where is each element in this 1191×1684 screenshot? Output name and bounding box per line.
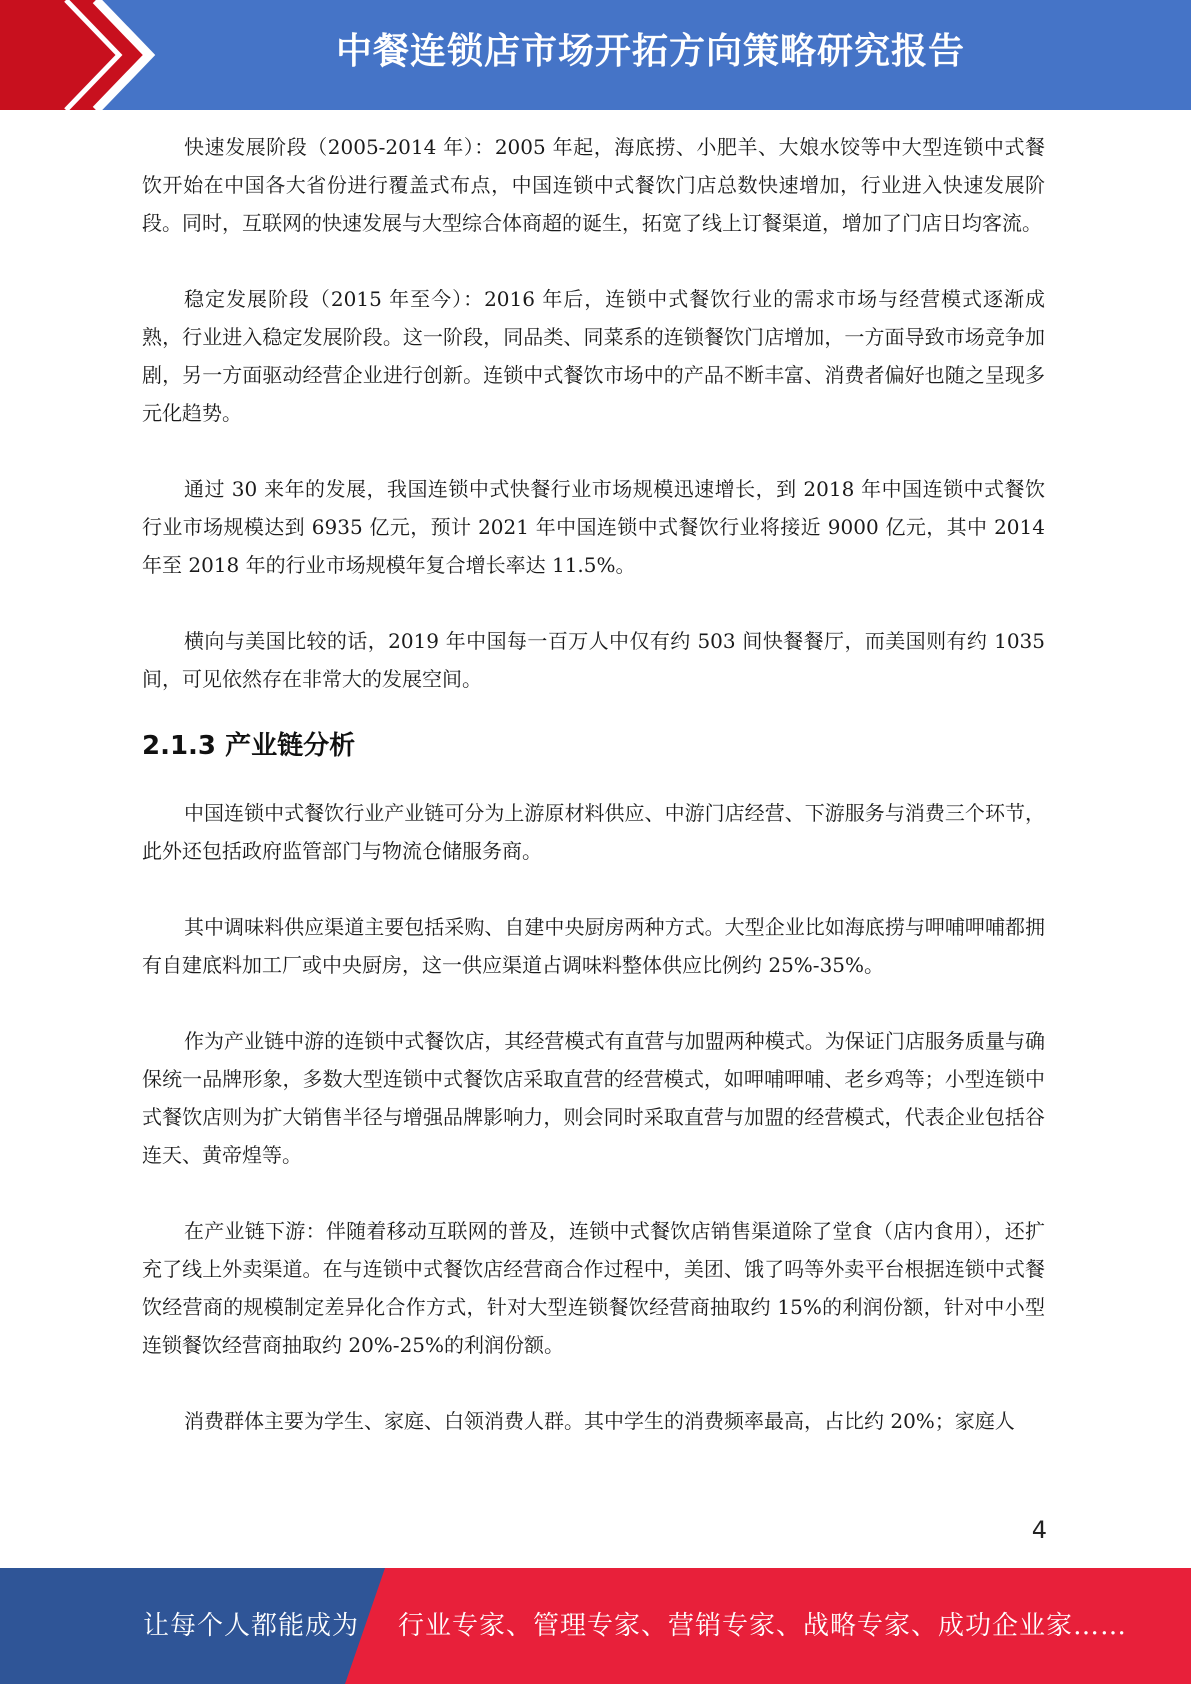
footer-slogan-right: 行业专家、管理专家、营销专家、战略专家、成功企业家…… bbox=[398, 1611, 1128, 1641]
paragraph-us-comparison: 横向与美国比较的话，2019 年中国每一百万人中仅有约 503 间快餐餐厅，而美国则有约 1035 间，可见依然存在非常大的发展空间。 bbox=[142, 629, 1045, 691]
page-footer bbox=[0, 1568, 1191, 1684]
page-number: 4 bbox=[1031, 1516, 1047, 1544]
paragraph-seasoning-supply: 其中调味料供应渠道主要包括采购、自建中央厨房两种方式。大型企业比如海底捞与呷哺呷哺都拥有自建底料加工厂或中央厨房，这一供应渠道占调味料整体供应比例约 25%-35%。 bbox=[142, 915, 1045, 977]
footer-slogan-left: 让每个人都能成为 bbox=[143, 1611, 360, 1641]
document-body bbox=[142, 128, 1045, 1440]
paragraph-market-size: 通过 30 来年的发展，我国连锁中式快餐行业市场规模迅速增长，到 2018 年中国连锁中式餐饮行业市场规模达到 6935 亿元，预计 2021 年中国连锁中式餐饮行业将接近 9000 亿元，其中 2014 年至 2018 年的行业市场规模年复合增长率达 11.5%。 bbox=[142, 477, 1045, 577]
paragraph-business-model: 作为产业链中游的连锁中式餐饮店，其经营模式有直营与加盟两种模式。为保证门店服务质量与确保统一品牌形象，多数大型连锁中式餐饮店采取直营的经营模式，如呷哺呷哺、老乡鸡等；小型连锁中式餐饮店则为扩大销售半径与增强品牌影响力，则会同时采取直营与加盟的经营模式，代表企业包括谷连天、黄帝煌等。 bbox=[142, 1029, 1045, 1167]
paragraph-rapid-growth: 快速发展阶段（2005-2014 年）：2005 年起，海底捞、小肥羊、大娘水饺等中大型连锁中式餐饮开始在中国各大省份进行覆盖式布点，中国连锁中式餐饮门店总数快速增加，行业进入快速发展阶段。同时，互联网的快速发展与大型综合体商超的诞生，拓宽了线上订餐渠道，增加了门店日均客流。 bbox=[142, 135, 1045, 235]
report-title: 中餐连锁店市场开拓方向策略研究报告 bbox=[335, 31, 965, 72]
paragraph-downstream: 在产业链下游：伴随着移动互联网的普及，连锁中式餐饮店销售渠道除了堂食（店内食用），还扩充了线上外卖渠道。在与连锁中式餐饮店经营商合作过程中，美团、饿了吗等外卖平台根据连锁中式餐饮经营商的规模制定差异化合作方式，针对大型连锁餐饮经营商抽取约 15%的利润份额，针对中小型连锁餐饮经营商抽取约 20%-25%的利润份额。 bbox=[142, 1219, 1045, 1357]
paragraph-consumer-groups: 消费群体主要为学生、家庭、白领消费人群。其中学生的消费频率最高，占比约 20%；家庭人 bbox=[184, 1409, 1015, 1433]
paragraph-industry-chain: 中国连锁中式餐饮行业产业链可分为上游原材料供应、中游门店经营、下游服务与消费三个环节，此外还包括政府监管部门与物流仓储服务商。 bbox=[142, 801, 1045, 863]
paragraph-stable-growth: 稳定发展阶段（2015 年至今）：2016 年后，连锁中式餐饮行业的需求市场与经营模式逐渐成熟，行业进入稳定发展阶段。这一阶段，同品类、同菜系的连锁餐饮门店增加，一方面导致市场竞争加剧，另一方面驱动经营企业进行创新。连锁中式餐饮市场中的产品不断丰富、消费者偏好也随之呈现多元化趋势。 bbox=[142, 287, 1045, 425]
page-header bbox=[0, 0, 1191, 110]
section-heading: 2.1.3 产业链分析 bbox=[142, 731, 356, 761]
